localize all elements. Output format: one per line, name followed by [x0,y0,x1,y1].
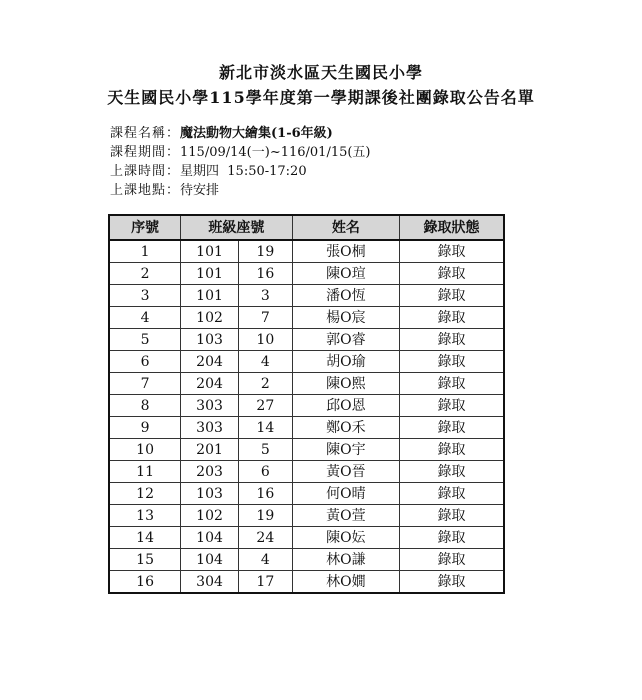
table-row [109,373,504,395]
seat-cell: 6 [238,461,292,483]
status-cell: 錄取 [400,285,504,307]
name-cell: 邱O恩 [292,395,399,417]
status-cell: 錄取 [400,483,504,505]
seat-cell: 17 [238,571,292,594]
header-status: 錄取狀態 [400,215,504,240]
name-cell: 胡O瑜 [292,351,399,373]
class-cell: 102 [181,307,239,329]
seat-cell: 5 [238,439,292,461]
table-row [109,505,504,527]
name-cell: 陳O妘 [292,527,399,549]
status-cell: 錄取 [400,417,504,439]
header-seq: 序號 [109,215,181,240]
school-name-title: 新北市淡水區天生國民小學 [218,63,423,82]
class-cell: 201 [181,439,239,461]
seat-cell: 7 [238,307,292,329]
class-cell: 204 [181,351,239,373]
name-cell: 林O謙 [292,549,399,571]
course-period-value: 115/09/14(一)~116/01/15(五) [180,145,371,160]
class-location-row [110,181,371,200]
table-row [109,549,504,571]
seq-cell: 12 [109,483,181,505]
course-name-label: 課程名稱： [110,126,181,141]
name-cell: 張O桐 [292,240,399,263]
table-row [109,483,504,505]
name-cell: 黃O晉 [292,461,399,483]
seat-cell: 16 [238,263,292,285]
class-location-value: 待安排 [180,183,220,198]
class-location-label: 上課地點： [110,183,181,198]
status-cell: 錄取 [400,549,504,571]
table-row [109,417,504,439]
admission-table [108,214,505,594]
class-cell: 104 [181,527,239,549]
course-period-row [110,143,371,162]
table-row [109,395,504,417]
table-row [109,439,504,461]
seq-cell: 2 [109,263,181,285]
table-body [109,240,504,593]
course-name-row [110,124,371,143]
table-row [109,263,504,285]
seat-cell: 14 [238,417,292,439]
class-time-label: 上課時間： [110,164,181,179]
name-cell: 陳O宇 [292,439,399,461]
name-cell: 陳O瑄 [292,263,399,285]
name-cell: 郭O睿 [292,329,399,351]
seat-cell: 19 [238,240,292,263]
seat-cell: 16 [238,483,292,505]
table-row [109,329,504,351]
table-row [109,240,504,263]
status-cell: 錄取 [400,373,504,395]
class-cell: 102 [181,505,239,527]
course-period-label: 課程期間： [110,145,181,160]
seq-cell: 5 [109,329,181,351]
name-cell: 陳O熙 [292,373,399,395]
table-row [109,571,504,594]
seq-cell: 11 [109,461,181,483]
class-cell: 104 [181,549,239,571]
status-cell: 錄取 [400,439,504,461]
header-class-seat: 班級座號 [181,215,293,240]
status-cell: 錄取 [400,571,504,594]
seat-cell: 4 [238,351,292,373]
seq-cell: 14 [109,527,181,549]
class-time-value: 星期四 15:50-17:20 [180,164,307,179]
table-row [109,461,504,483]
class-cell: 103 [181,329,239,351]
seat-cell: 24 [238,527,292,549]
class-cell: 101 [181,263,239,285]
status-cell: 錄取 [400,351,504,373]
seat-cell: 2 [238,373,292,395]
class-cell: 101 [181,285,239,307]
seq-cell: 8 [109,395,181,417]
seq-cell: 1 [109,240,181,263]
seq-cell: 4 [109,307,181,329]
seat-cell: 3 [238,285,292,307]
seat-cell: 19 [238,505,292,527]
name-cell: 潘O恆 [292,285,399,307]
name-cell: 何O晴 [292,483,399,505]
status-cell: 錄取 [400,307,504,329]
class-time-row [110,162,371,181]
class-cell: 204 [181,373,239,395]
course-info-block [110,124,371,200]
seat-cell: 10 [238,329,292,351]
seq-cell: 13 [109,505,181,527]
table-row [109,351,504,373]
seq-cell: 3 [109,285,181,307]
name-cell: 黃O萱 [292,505,399,527]
course-name-value: 魔法動物大繪集(1-6年級) [180,126,333,141]
class-cell: 304 [181,571,239,594]
status-cell: 錄取 [400,240,504,263]
table-row [109,527,504,549]
status-cell: 錄取 [400,505,504,527]
class-cell: 101 [181,240,239,263]
status-cell: 錄取 [400,329,504,351]
table-row [109,285,504,307]
class-cell: 103 [181,483,239,505]
name-cell: 楊O宸 [292,307,399,329]
class-cell: 203 [181,461,239,483]
status-cell: 錄取 [400,263,504,285]
table-row [109,307,504,329]
name-cell: 林O嫺 [292,571,399,594]
table-header-row [109,215,504,240]
seat-cell: 4 [238,549,292,571]
class-cell: 303 [181,417,239,439]
name-cell: 鄭O禾 [292,417,399,439]
seq-cell: 16 [109,571,181,594]
status-cell: 錄取 [400,527,504,549]
seq-cell: 15 [109,549,181,571]
seq-cell: 7 [109,373,181,395]
seq-cell: 6 [109,351,181,373]
header-name: 姓名 [292,215,399,240]
announcement-title: 天生國民小學115學年度第一學期課後社團錄取公告名單 [107,88,535,107]
status-cell: 錄取 [400,461,504,483]
seq-cell: 9 [109,417,181,439]
seq-cell: 10 [109,439,181,461]
class-cell: 303 [181,395,239,417]
seat-cell: 27 [238,395,292,417]
status-cell: 錄取 [400,395,504,417]
